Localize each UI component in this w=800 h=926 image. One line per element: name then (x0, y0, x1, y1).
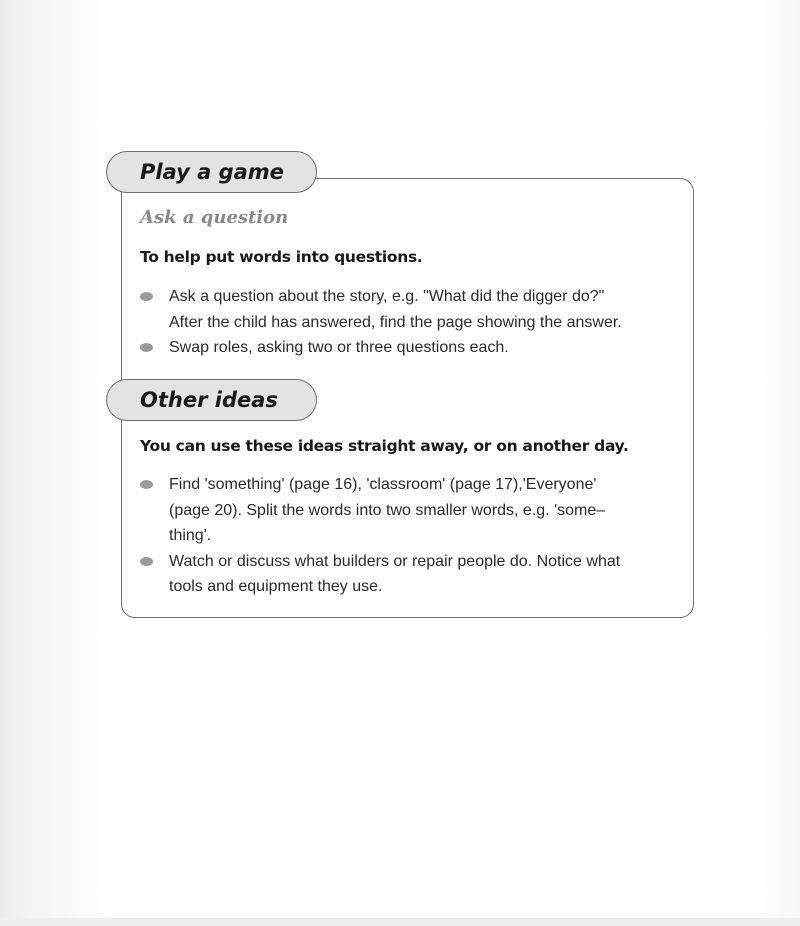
bullet-line: After the child has answered, find the page showing the answer. (169, 313, 622, 331)
bullet-dot-icon (140, 557, 153, 566)
bullet-line: (page 20). Split the words into two smaller words, e.g. 'some– (169, 501, 606, 519)
play-game-heading-text: Play a game (140, 160, 284, 184)
list-item (140, 335, 680, 361)
play-game-bullet-list (140, 284, 680, 361)
list-item (140, 549, 680, 600)
other-ideas-heading (106, 379, 317, 421)
other-ideas-intro: You can use these ideas straight away, or on another day. (140, 437, 629, 455)
bullet-line: Watch or discuss what builders or repair people do. Notice what (169, 552, 621, 570)
play-game-intro: To help put words into questions. (140, 248, 423, 266)
list-item (140, 284, 680, 335)
bullet-line: Swap roles, asking two or three questions each. (169, 339, 509, 356)
bullet-dot-icon (140, 480, 153, 489)
other-ideas-heading-text: Other ideas (140, 388, 278, 412)
page-bottom-edge (0, 918, 800, 926)
bullet-dot-icon (140, 343, 153, 352)
other-ideas-bullet-list (140, 472, 680, 600)
play-game-heading (106, 151, 317, 193)
bullet-line: Find 'something' (page 16), 'classroom' (page 17),'Everyone' (169, 476, 597, 493)
bullet-line: Ask a question about the story, e.g. "What did the digger do?" (169, 288, 605, 305)
list-item (140, 472, 680, 549)
ask-question-subheading: Ask a question (140, 207, 289, 228)
bullet-dot-icon (140, 292, 153, 301)
bullet-line: thing'. (169, 527, 212, 544)
bullet-line: tools and equipment they use. (169, 578, 383, 595)
